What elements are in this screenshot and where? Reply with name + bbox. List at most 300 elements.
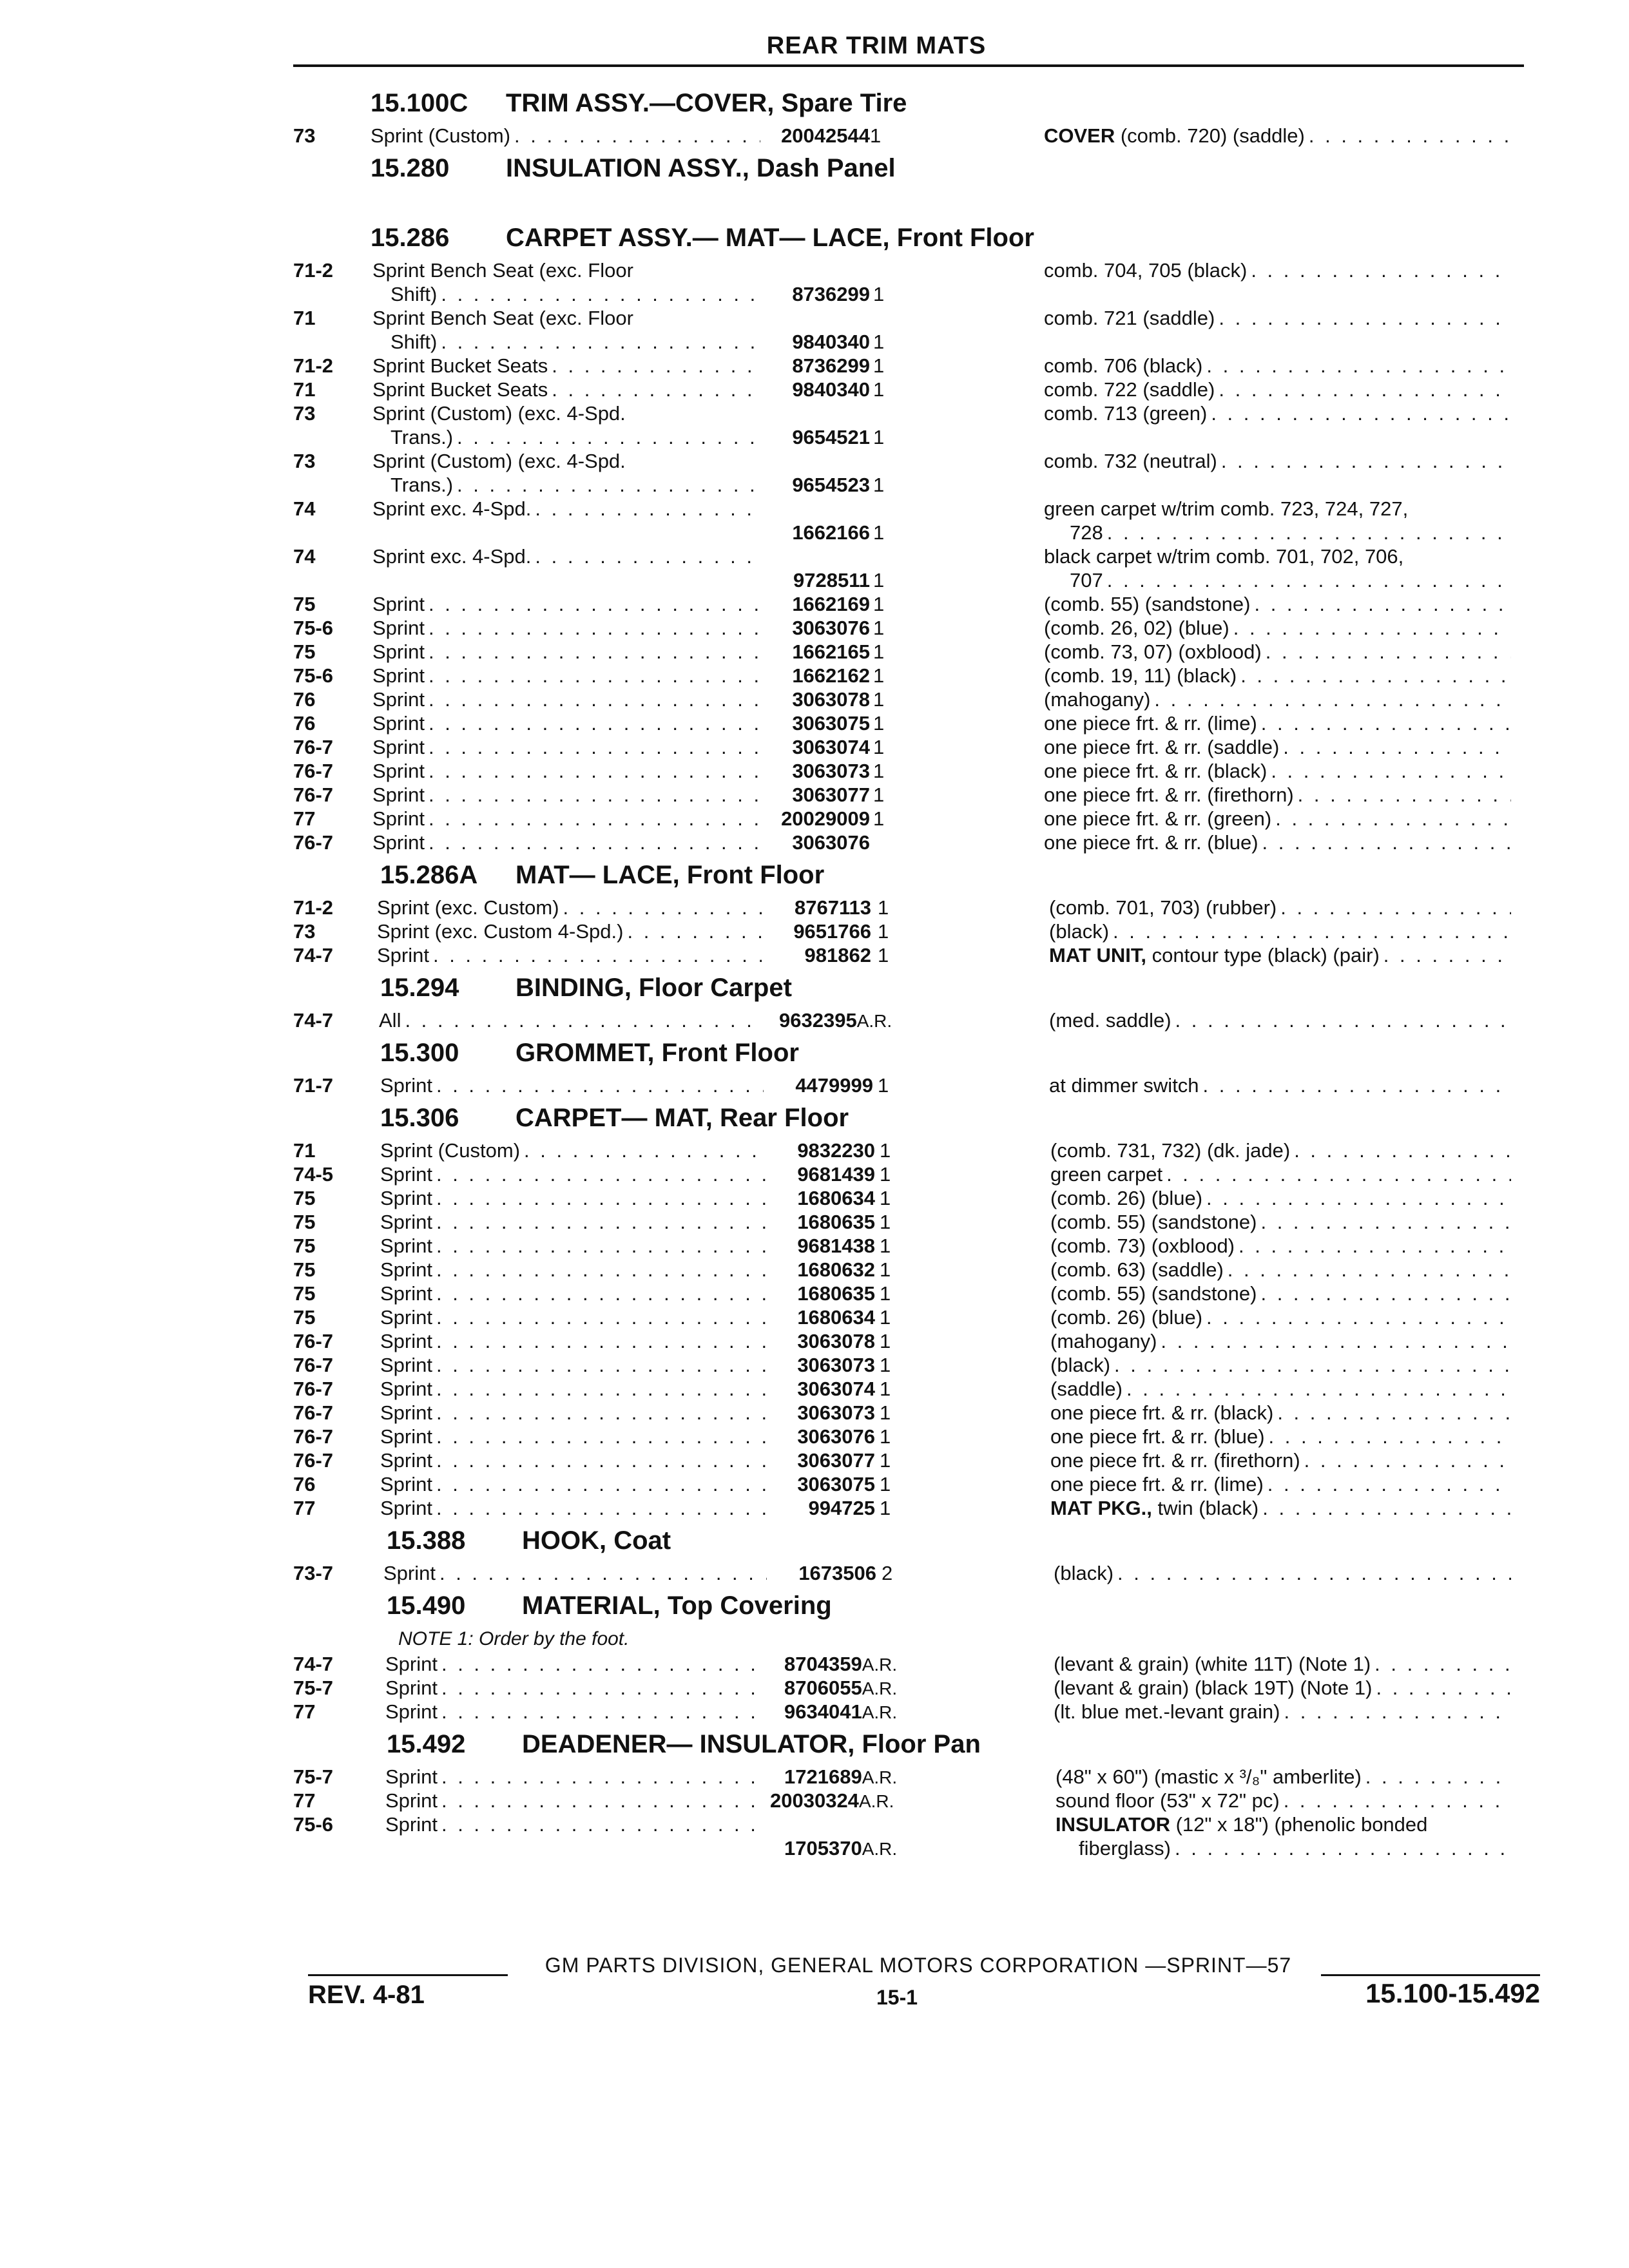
model-description xyxy=(372,640,760,664)
dot-leader xyxy=(429,640,760,664)
part-number xyxy=(767,1073,873,1097)
part-number xyxy=(769,1234,875,1258)
notes-line-1 xyxy=(1054,1700,1511,1724)
notes-plain-text: (comb. 73, 07) (oxblood) xyxy=(1044,640,1262,663)
footer-page-number: 15-1 xyxy=(876,1986,918,2009)
part-notes xyxy=(1044,258,1511,282)
notes-plain-text: (med. saddle) xyxy=(1049,1009,1171,1032)
model-description xyxy=(380,1234,766,1258)
dot-leader xyxy=(436,1073,764,1097)
dot-leader xyxy=(1161,1329,1511,1353)
part-row xyxy=(0,687,1629,711)
part-number-text: 1662169 xyxy=(792,593,870,615)
dot-leader xyxy=(429,664,760,687)
dot-leader xyxy=(436,1162,766,1186)
notes-text xyxy=(1050,1425,1265,1448)
model-year: 73 xyxy=(293,402,316,425)
notes-line-2 xyxy=(1055,1836,1511,1860)
model-line-2 xyxy=(372,473,760,497)
notes-plain-text: twin (black) xyxy=(1152,1497,1259,1519)
part-row xyxy=(0,544,1629,592)
part-number xyxy=(764,735,870,759)
model-text: Sprint xyxy=(385,1677,438,1699)
as-required-label: A.R. xyxy=(862,1655,898,1675)
model-description xyxy=(372,616,760,640)
notes-text xyxy=(1055,1765,1362,1789)
part-number-text: 1680634 xyxy=(797,1306,875,1329)
model-year: 76-7 xyxy=(293,1354,334,1376)
model-description xyxy=(377,896,762,919)
quantity: 1 xyxy=(873,521,885,544)
model-text: Sprint (exc. Custom) xyxy=(377,896,559,919)
catalog-section xyxy=(0,1520,1629,1585)
part-number xyxy=(784,1676,898,1700)
part-row xyxy=(0,354,1629,378)
notes-plain-text: comb. 722 (saddle) xyxy=(1044,378,1215,401)
notes-line-1 xyxy=(1050,1496,1511,1520)
quantity: 1 xyxy=(873,331,885,353)
notes-text xyxy=(1050,1353,1110,1377)
notes-plain-text: (12" x 18") (phenolic bonded xyxy=(1170,1813,1428,1836)
part-notes xyxy=(1050,1401,1511,1425)
model-year: 76-7 xyxy=(293,1425,334,1448)
model-description xyxy=(379,1008,762,1032)
part-number xyxy=(769,1305,875,1329)
model-year: 76-7 xyxy=(293,1401,334,1424)
part-notes xyxy=(1044,735,1511,759)
model-text: Sprint xyxy=(380,1449,432,1472)
dot-leader xyxy=(429,687,760,711)
notes-plain-text: (comb. 55) (sandstone) xyxy=(1044,593,1251,615)
part-row xyxy=(0,711,1629,735)
model-text: Sprint xyxy=(372,617,425,639)
model-year: 74 xyxy=(293,497,316,520)
section-heading xyxy=(0,967,1629,1008)
notes-text xyxy=(1044,449,1217,473)
model-description xyxy=(380,1496,766,1520)
model-year: 75-7 xyxy=(293,1677,334,1699)
notes-text xyxy=(1049,1073,1199,1097)
part-number-text: 994725 xyxy=(808,1497,875,1519)
notes-text xyxy=(1044,124,1305,148)
notes-text xyxy=(1044,831,1258,854)
model-year: 74-7 xyxy=(293,1653,334,1675)
quantity: 1 xyxy=(873,569,885,591)
dot-leader xyxy=(436,1258,766,1282)
part-row xyxy=(0,1186,1629,1210)
model-line-1: Sprint (Custom) (exc. 4-Spd. xyxy=(372,450,626,472)
notes-text xyxy=(1049,943,1380,967)
part-row xyxy=(0,1353,1629,1377)
quantity: 1 xyxy=(880,1187,891,1209)
part-number-text: 9632395 xyxy=(779,1009,857,1032)
notes-text xyxy=(1044,592,1250,616)
section-heading xyxy=(0,1520,1629,1561)
notes-text xyxy=(1044,759,1267,783)
model-description xyxy=(380,1401,766,1425)
model-text: Sprint exc. 4-Spd. xyxy=(372,497,532,520)
model-description xyxy=(380,1210,766,1234)
part-number xyxy=(784,1836,898,1861)
model-year: 75 xyxy=(293,1211,316,1233)
model-description xyxy=(372,759,760,783)
model-year: 71-2 xyxy=(293,354,334,377)
dot-leader xyxy=(1166,1162,1511,1186)
notes-text xyxy=(1050,1234,1235,1258)
model-text: Sprint xyxy=(380,1235,432,1257)
as-required-label: A.R. xyxy=(862,1702,898,1722)
notes-plain-text: one piece frt. & rr. (lime) xyxy=(1044,712,1257,735)
quantity: 1 xyxy=(880,1139,891,1162)
part-row xyxy=(0,1234,1629,1258)
model-text: Sprint xyxy=(380,1211,432,1233)
part-number xyxy=(764,378,870,401)
model-year: 73-7 xyxy=(293,1562,334,1584)
quantity: 1 xyxy=(880,1378,891,1400)
model-text: Sprint xyxy=(380,1378,432,1400)
section-title: INSULATION ASSY., Dash Panel xyxy=(506,154,896,182)
notes-plain-text: (comb. 73) (oxblood) xyxy=(1050,1235,1235,1257)
dot-leader xyxy=(441,1700,767,1724)
section-title: TRIM ASSY.—COVER, Spare Tire xyxy=(506,89,907,117)
quantity: 1 xyxy=(873,354,885,377)
notes-text xyxy=(1050,1496,1258,1520)
notes-plain-text: (comb. 26) (blue) xyxy=(1050,1187,1203,1209)
model-text: Sprint xyxy=(380,1425,432,1448)
notes-plain-text: (levant & grain) (black 19T) (Note 1) xyxy=(1054,1677,1373,1699)
dot-leader xyxy=(429,735,760,759)
as-required-label: A.R. xyxy=(856,1011,892,1031)
notes-line-1 xyxy=(1050,1139,1511,1162)
model-description xyxy=(372,354,760,378)
model-line-1: Sprint Bench Seat (exc. Floor xyxy=(372,259,633,282)
dot-leader xyxy=(436,1448,766,1472)
model-description xyxy=(377,943,762,967)
part-number-text: 3063074 xyxy=(797,1378,875,1400)
dot-leader xyxy=(429,616,760,640)
model-year: 71 xyxy=(293,378,316,401)
part-notes xyxy=(1050,1305,1511,1329)
part-number xyxy=(770,1561,876,1585)
notes-plain-text: (comb. 720) (saddle) xyxy=(1115,124,1305,147)
part-number xyxy=(769,1282,875,1305)
part-number xyxy=(764,521,870,544)
part-number-text: 1680635 xyxy=(797,1211,875,1233)
model-text: Sprint xyxy=(385,1813,438,1836)
dot-leader xyxy=(436,1496,766,1520)
part-notes xyxy=(1050,1425,1511,1448)
part-number xyxy=(764,473,870,497)
notes-line-1 xyxy=(1050,1305,1511,1329)
dot-leader xyxy=(1211,401,1511,425)
part-notes xyxy=(1049,943,1511,967)
part-row xyxy=(0,1472,1629,1496)
model-text: All xyxy=(379,1009,401,1032)
quantity: 1 xyxy=(873,688,885,711)
part-number-text: 1680632 xyxy=(797,1258,875,1281)
part-number-text: 3063073 xyxy=(792,760,870,782)
section-title: GROMMET, Front Floor xyxy=(516,1039,799,1067)
model-year: 75-6 xyxy=(293,1813,334,1836)
dot-leader xyxy=(1107,568,1511,592)
notes-plain-text: (comb. 55) (sandstone) xyxy=(1050,1211,1257,1233)
part-number xyxy=(784,1700,898,1724)
model-year: 75 xyxy=(293,1258,316,1281)
model-description xyxy=(380,1282,766,1305)
notes-plain-text: (saddle) xyxy=(1050,1378,1123,1400)
part-number-text: 1705370 xyxy=(784,1837,862,1860)
notes-line-1 xyxy=(1050,1401,1511,1425)
notes-line-1 xyxy=(1050,1186,1511,1210)
part-number xyxy=(764,831,870,854)
dot-leader xyxy=(1126,1377,1511,1401)
quantity: 1 xyxy=(880,1282,891,1305)
model-text: Sprint xyxy=(383,1562,436,1584)
quantity: 1 xyxy=(880,1473,891,1495)
part-row xyxy=(0,1789,1629,1812)
notes-plain-text: one piece frt. & rr. (black) xyxy=(1044,760,1268,782)
model-text: Sprint Bucket Seats xyxy=(372,354,548,377)
quantity: 1 xyxy=(880,1354,891,1376)
notes-plain-text: (comb. 26) (blue) xyxy=(1050,1306,1203,1329)
model-description xyxy=(385,1676,767,1700)
dot-leader xyxy=(552,378,760,401)
notes-line-1 xyxy=(1044,759,1511,783)
notes-plain-text: (comb. 26, 02) (blue) xyxy=(1044,617,1229,639)
part-number-text: 9654523 xyxy=(792,474,870,496)
notes-plain-text: (mahogany) xyxy=(1050,1330,1157,1352)
part-row xyxy=(0,1162,1629,1186)
catalog-section xyxy=(0,1724,1629,1860)
part-row xyxy=(0,1496,1629,1520)
section-heading xyxy=(0,82,1629,124)
part-notes xyxy=(1044,592,1511,616)
part-number xyxy=(764,783,870,807)
notes-line-1 xyxy=(1044,124,1511,148)
model-description xyxy=(380,1186,766,1210)
notes-plain-text: (comb. 701, 703) (rubber) xyxy=(1049,896,1277,919)
quantity: 1 xyxy=(873,736,885,758)
dot-leader xyxy=(1277,1401,1511,1425)
dot-leader xyxy=(436,1186,766,1210)
part-number-text: 1662165 xyxy=(792,640,870,663)
section-number: 15.286 xyxy=(371,224,450,252)
notes-line-1 xyxy=(1044,497,1511,521)
part-row xyxy=(0,401,1629,449)
notes-plain-text: one piece frt. & rr. (firethorn) xyxy=(1044,783,1294,806)
notes-text xyxy=(1050,1472,1264,1496)
quantity: 1 xyxy=(873,378,885,401)
part-number-text: 3063075 xyxy=(797,1473,875,1495)
sections-list xyxy=(0,82,1629,1860)
quantity: 1 xyxy=(873,783,885,806)
model-year: 76-7 xyxy=(293,1449,334,1472)
notes-text xyxy=(1044,544,1403,568)
notes-line-1 xyxy=(1050,1282,1511,1305)
part-notes xyxy=(1050,1377,1511,1401)
notes-text xyxy=(1050,1210,1257,1234)
part-notes xyxy=(1049,919,1511,943)
model-year: 74-5 xyxy=(293,1163,334,1186)
part-number xyxy=(779,1008,892,1033)
notes-line-1 xyxy=(1044,807,1511,831)
part-number-text: 9681439 xyxy=(797,1163,875,1186)
part-number xyxy=(764,759,870,783)
dot-leader xyxy=(1280,896,1511,919)
notes-line-1 xyxy=(1050,1210,1511,1234)
model-year: 76 xyxy=(293,688,316,711)
dot-leader xyxy=(441,1789,767,1812)
part-number xyxy=(769,1496,875,1520)
part-number xyxy=(764,568,870,592)
model-year: 75 xyxy=(293,593,316,615)
dot-leader xyxy=(1260,1282,1511,1305)
notes-line-1 xyxy=(1049,896,1511,919)
model-year: 76-7 xyxy=(293,1378,334,1400)
notes-plain-text: green carpet w/trim comb. 723, 724, 727, xyxy=(1044,497,1409,520)
dot-leader xyxy=(439,1561,767,1585)
part-row xyxy=(0,896,1629,919)
notes-text xyxy=(1050,1329,1157,1353)
part-number xyxy=(769,1353,875,1377)
notes-text xyxy=(1044,258,1247,282)
notes-line-1 xyxy=(1044,616,1511,640)
notes-text xyxy=(1050,1258,1224,1282)
model-line-2 xyxy=(372,330,760,354)
notes-text xyxy=(1050,1448,1300,1472)
notes-plain-text: (lt. blue met.-levant grain) xyxy=(1054,1700,1280,1723)
model-description xyxy=(380,1472,766,1496)
part-number xyxy=(769,1425,875,1448)
part-number-text: 9840340 xyxy=(792,331,870,353)
model-line-2-text: Shift) xyxy=(390,283,438,305)
model-year: 75 xyxy=(293,1187,316,1209)
notes-plain-text: one piece frt. & rr. (firethorn) xyxy=(1050,1449,1300,1472)
as-required-label: A.R. xyxy=(862,1839,898,1859)
part-row xyxy=(0,1377,1629,1401)
model-year: 75 xyxy=(293,640,316,663)
part-notes xyxy=(1044,401,1511,425)
model-text: Sprint xyxy=(377,944,429,966)
notes-line-2-text: fiberglass) xyxy=(1079,1837,1171,1860)
part-number-text: 3063073 xyxy=(797,1354,875,1376)
model-year: 71-2 xyxy=(293,896,334,919)
section-number: 15.294 xyxy=(380,974,459,1002)
dot-leader xyxy=(457,473,760,497)
part-number-text: 3063073 xyxy=(797,1401,875,1424)
part-number-text: 3063076 xyxy=(797,1425,875,1448)
model-description xyxy=(385,1812,767,1836)
model-text: Sprint (Custom) xyxy=(371,124,511,147)
footer-section-range: 15.100-15.492 xyxy=(1365,1978,1540,2008)
dot-leader xyxy=(429,783,760,807)
dot-leader xyxy=(1117,1561,1511,1585)
dot-leader xyxy=(436,1472,766,1496)
quantity: 1 xyxy=(880,1306,891,1329)
notes-line-1 xyxy=(1044,449,1511,473)
notes-text xyxy=(1054,1676,1372,1700)
notes-line-1 xyxy=(1049,1008,1511,1032)
model-description xyxy=(372,306,760,354)
part-row xyxy=(0,1008,1629,1032)
section-title: CARPET ASSY.— MAT— LACE, Front Floor xyxy=(506,224,1034,252)
notes-text xyxy=(1054,1652,1371,1676)
notes-line-1 xyxy=(1049,1073,1511,1097)
part-notes xyxy=(1044,783,1511,807)
section-title: DEADENER— INSULATOR, Floor Pan xyxy=(522,1730,981,1758)
section-spacer xyxy=(0,189,1629,217)
notes-line-1 xyxy=(1049,943,1511,967)
dot-leader xyxy=(436,1305,766,1329)
part-number-text: 8736299 xyxy=(792,354,870,377)
part-number xyxy=(769,1258,875,1282)
notes-text xyxy=(1050,1377,1123,1401)
dot-leader xyxy=(1284,1789,1511,1812)
model-year: 75-7 xyxy=(293,1765,334,1788)
notes-line-1 xyxy=(1044,401,1511,425)
quantity: 1 xyxy=(880,1211,891,1233)
notes-line-1 xyxy=(1044,378,1511,401)
part-notes xyxy=(1049,1073,1511,1097)
notes-line-1 xyxy=(1044,711,1511,735)
part-notes xyxy=(1044,544,1511,592)
notes-text xyxy=(1044,711,1257,735)
notes-plain-text: one piece frt. & rr. (green) xyxy=(1044,807,1272,830)
model-text: Sprint xyxy=(380,1401,432,1424)
dot-leader xyxy=(1254,592,1511,616)
notes-plain-text: one piece frt. & rr. (blue) xyxy=(1044,831,1258,854)
part-number xyxy=(769,1377,875,1401)
notes-plain-text: comb. 732 (neutral) xyxy=(1044,450,1217,472)
dot-leader xyxy=(1219,378,1511,401)
part-row xyxy=(0,378,1629,401)
dot-leader xyxy=(441,1652,767,1676)
running-head: REAR TRIM MATS xyxy=(766,32,987,59)
dot-leader xyxy=(1219,306,1511,330)
model-line-2-text: Trans.) xyxy=(390,426,454,448)
model-text: Sprint xyxy=(380,1354,432,1376)
model-text: Sprint xyxy=(372,736,425,758)
model-description xyxy=(385,1765,767,1789)
model-description xyxy=(372,378,760,401)
model-description xyxy=(372,664,760,687)
part-notes xyxy=(1055,1765,1511,1789)
notes-line-1 xyxy=(1044,306,1511,330)
part-number-text: 3063075 xyxy=(792,712,870,735)
dot-leader xyxy=(1376,1676,1511,1700)
part-row xyxy=(0,759,1629,783)
notes-bold-term: COVER xyxy=(1044,124,1115,147)
notes-line-1 xyxy=(1054,1652,1511,1676)
model-year: 71-2 xyxy=(293,259,334,282)
model-text: Sprint xyxy=(372,688,425,711)
notes-bold-term: MAT UNIT, xyxy=(1049,944,1146,966)
dot-leader xyxy=(552,354,760,378)
notes-plain-text: black carpet w/trim comb. 701, 702, 706, xyxy=(1044,545,1404,568)
notes-text xyxy=(1044,616,1229,640)
part-number-text: 9654521 xyxy=(792,426,870,448)
dot-leader xyxy=(436,1377,766,1401)
model-year: 77 xyxy=(293,1700,316,1723)
part-number-text: 1721689 xyxy=(784,1765,862,1788)
dot-leader xyxy=(429,807,760,831)
part-number-text: 1673506 xyxy=(798,1562,876,1584)
quantity: 1 xyxy=(873,712,885,735)
model-description xyxy=(380,1329,766,1353)
part-notes xyxy=(1050,1234,1511,1258)
model-text: Sprint xyxy=(372,831,425,854)
notes-line-1 xyxy=(1044,783,1511,807)
